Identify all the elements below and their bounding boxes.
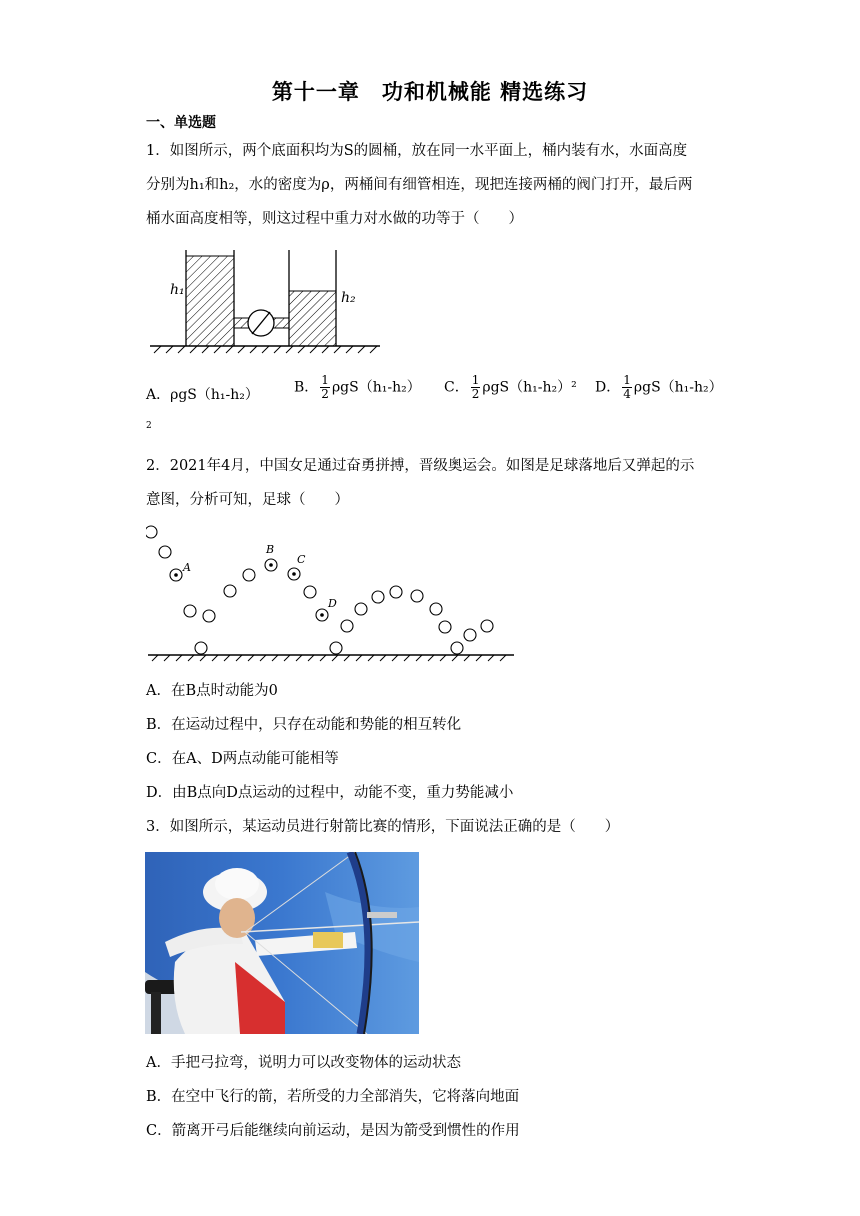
- q2-stem-line-2: 意图，分析可知，足球（ ）: [146, 492, 349, 508]
- right-bucket: [289, 250, 336, 346]
- q1-stem-line-3: 桶水面高度相等，则这过程中重力对水做的功等于（ ）: [146, 211, 523, 227]
- left-bucket: [186, 250, 234, 346]
- q2-bouncing-ball-figure: [146, 520, 518, 666]
- q3-option-b[interactable]: B．在空中飞行的箭，若所受的力全部消失，它将落向地面: [146, 1089, 520, 1105]
- q3-option-c[interactable]: C．箭离开弓后能继续向前运动，是因为箭受到惯性的作用: [146, 1123, 520, 1139]
- option-letter: D．: [595, 379, 621, 396]
- q2-option-c[interactable]: C．在A、D两点动能可能相等: [146, 751, 339, 767]
- q1-two-buckets-figure: [146, 244, 386, 356]
- connecting-pipe-with-valve: [234, 310, 289, 336]
- section-heading: 一、单选题: [146, 115, 216, 131]
- page-title: 第十一章 功和机械能 精选练习: [271, 80, 589, 104]
- fraction: $\frac{1}{2}$: [471, 373, 480, 401]
- q3-archer-photo: [145, 852, 419, 1034]
- q3-option-a[interactable]: A．手把弓拉弯，说明力可以改变物体的运动状态: [146, 1055, 461, 1071]
- q1-option-d[interactable]: [595, 374, 723, 401]
- ground: [150, 346, 380, 353]
- fraction: $\frac{1}{2}$: [321, 373, 329, 401]
- fraction: $\frac{1}{4}$: [623, 373, 631, 401]
- q1-option-a[interactable]: A．ρgS（h₁-h₂）: [146, 387, 259, 403]
- point-label-c: C: [297, 553, 306, 566]
- q1-stem-line-2: 分别为h₁和h₂，水的密度为ρ，两桶间有细管相连，现把连接两桶的阀门打开，最后两: [146, 177, 693, 193]
- option-text: ρgS（h₁-h₂）²: [482, 379, 577, 396]
- q2-option-d[interactable]: D．由B点向D点运动的过程中，动能不变，重力势能减小: [146, 785, 514, 801]
- option-letter: B．: [294, 379, 319, 396]
- label-h1: h₁: [170, 282, 185, 298]
- point-label-a: A: [183, 561, 191, 574]
- q2-option-b[interactable]: B．在运动过程中，只存在动能和势能的相互转化: [146, 717, 462, 733]
- q1-option-b[interactable]: [294, 374, 421, 401]
- point-label-b: B: [266, 543, 275, 556]
- option-letter: C．: [444, 379, 469, 396]
- q2-stem-line-1: 2．2021年4月，中国女足通过奋勇拼搏，晋级奥运会。如图是足球落地后又弹起的示: [146, 458, 695, 474]
- ground: [148, 655, 514, 661]
- q3-stem: 3．如图所示，某运动员进行射箭比赛的情形，下面说法正确的是（ ）: [146, 819, 620, 835]
- option-text: ρgS（h₁-h₂）: [633, 379, 723, 396]
- q1-stem-line-1: 1．如图所示，两个底面积均为S的圆桶，放在同一水平面上，桶内装有水，水面高度: [146, 143, 688, 159]
- q2-option-a[interactable]: A．在B点时动能为0: [146, 683, 278, 699]
- label-h2: h₂: [341, 290, 356, 306]
- ball-positions: [146, 526, 493, 654]
- q1-option-d-wrap: 2: [146, 421, 152, 431]
- q1-option-c[interactable]: [444, 374, 577, 401]
- option-text: ρgS（h₁-h₂）: [331, 379, 421, 396]
- archer-illustration: [145, 852, 419, 1034]
- point-label-d: D: [328, 597, 337, 610]
